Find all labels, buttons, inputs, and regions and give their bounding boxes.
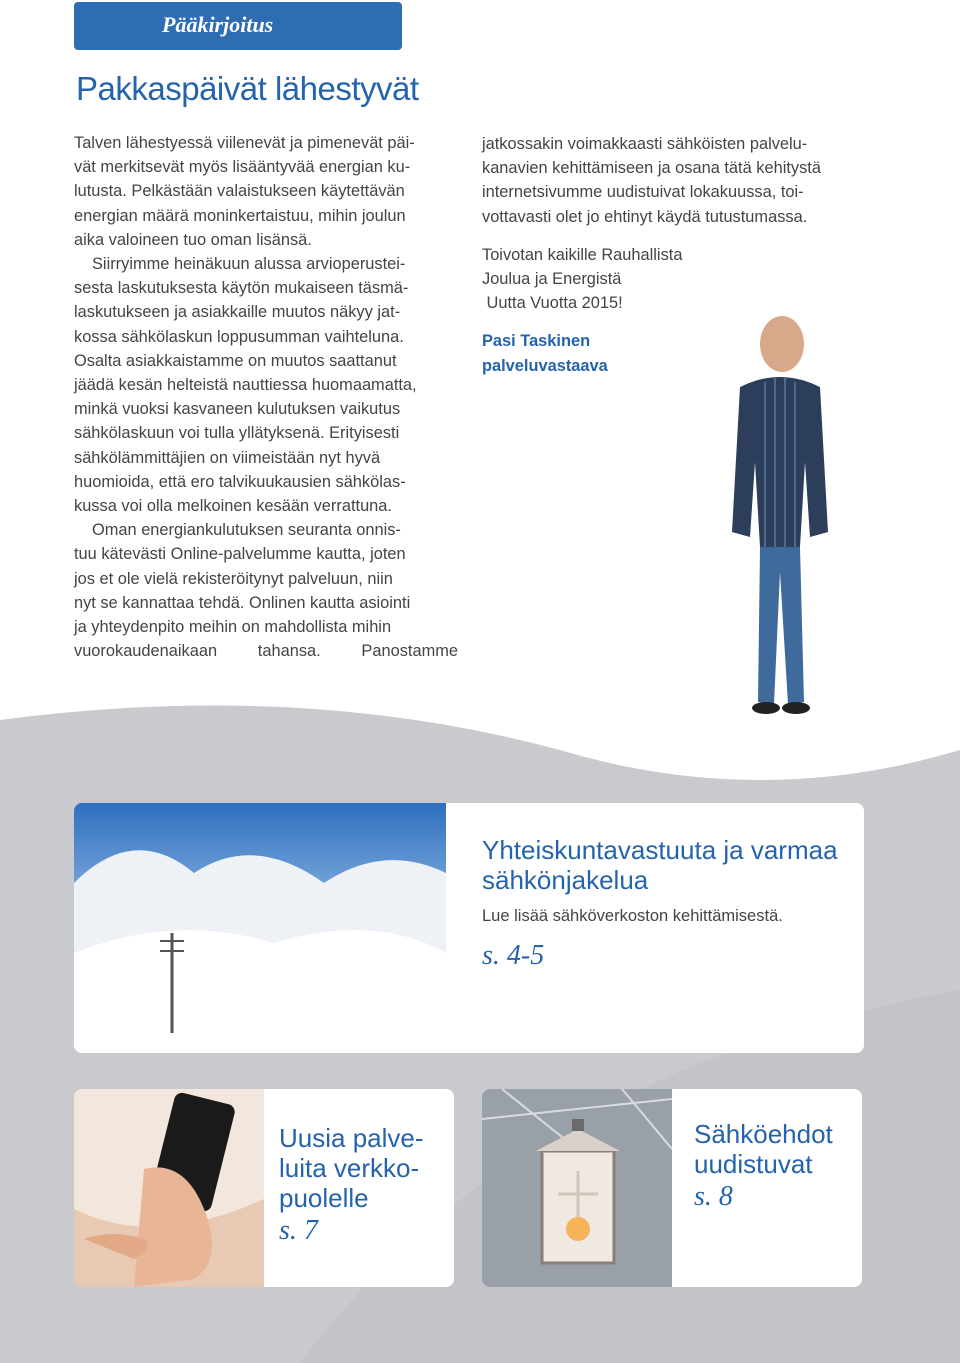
lantern-image <box>482 1089 672 1287</box>
article-line: ja yhteydenpito meihin on mahdollista mihin <box>74 618 392 637</box>
article-line: huomioida, että ero talvikuukausien sähkölas- <box>74 472 406 491</box>
teaser-page-ref: s. 4-5 <box>482 940 545 971</box>
article-line: jos et ole vielä rekisteröitynyt palveluun, niin <box>74 569 393 588</box>
teaser-title: Uusia palve- <box>279 1123 424 1153</box>
article-line: Oman energiankulutuksen seuranta onnis- <box>92 521 401 540</box>
article-line: jäädä kesän helteistä nauttiessa huomaamatta, <box>74 376 417 395</box>
teaser-title: uudistuvat <box>694 1149 813 1179</box>
article-line: vuorokaudenaikaan tahansa. Panostamme <box>74 642 458 661</box>
teaser-subtitle: Lue lisää sähköverkoston kehittämisestä. <box>482 907 783 925</box>
author-photo <box>720 312 840 732</box>
article-line: sesta laskutuksesta käytön mukaiseen täsmä- <box>74 279 409 298</box>
article-column-1 <box>74 131 458 663</box>
winter-forest-image <box>74 803 446 1053</box>
article-line: sähkölaskuun voi tulla yllätyksenä. Erityisesti <box>74 424 400 443</box>
article-line: vät merkitsevät myös lisääntyvää energian ku- <box>74 158 411 177</box>
article-line: lutusta. Pelkästään valaistukseen käytettävän <box>74 182 405 201</box>
smartphone-image <box>74 1089 264 1287</box>
article-line: nyt se kannattaa tehdä. Onlinen kautta asiointi <box>74 593 411 612</box>
greeting-line: Uutta Vuotta 2015! <box>482 294 623 313</box>
article-line: vottavasti olet jo ehtinyt käydä tutustumassa. <box>482 207 808 226</box>
teaser-card-online[interactable] <box>74 1089 454 1287</box>
teaser-title: Yhteiskuntavastuuta ja varmaa <box>482 835 838 865</box>
greeting-line: Joulua ja Energistä <box>482 270 622 289</box>
teaser-page-ref: s. 8 <box>694 1181 733 1212</box>
article-line: Siirryimme heinäkuun alussa arvioperustei- <box>92 255 406 274</box>
article-line: minkä vuoksi kasvaneen kulutuksen vaikutus <box>74 400 401 419</box>
article-line: Talven lähestyessä viilenevät ja pimenevät päi- <box>74 134 415 152</box>
article-line: laskutukseen ja asiakkaille muutos näkyy jat- <box>74 303 401 322</box>
teaser-card-grid[interactable] <box>74 803 864 1053</box>
teaser-card-terms[interactable] <box>482 1089 862 1287</box>
article-line: aika valoineen tuo oman lisänsä. <box>74 230 312 249</box>
teaser-title: luita verkko- <box>279 1153 420 1183</box>
article-headline: Pakkaspäivät lähestyvät <box>76 70 419 107</box>
signature-name: Pasi Taskinen <box>482 332 591 351</box>
signature-role: palveluvastaava <box>482 356 608 375</box>
article-line: tuu kätevästi Online-palvelumme kautta, joten <box>74 545 406 564</box>
greeting-line: Toivotan kaikille Rauhallista <box>482 245 683 264</box>
section-tag <box>74 2 402 50</box>
article-line: sähkölämmittäjien on viimeistään nyt hyvä <box>74 448 381 467</box>
teaser-title: Sähköehdot <box>694 1119 833 1149</box>
section-tag-label: Pääkirjoitus <box>162 12 274 37</box>
article-line: energian määrä moninkertaistuu, mihin joulun <box>74 206 406 225</box>
article-line: internetsivumme uudistuivat lokakuussa, toi- <box>482 183 804 202</box>
teaser-page-ref: s. 7 <box>279 1215 318 1246</box>
article-line: Osalta asiakkaistamme on muutos saattanut <box>74 351 397 370</box>
article-line: kanavien kehittämiseen ja osana tätä kehitystä <box>482 159 821 178</box>
article-line: jatkossakin voimakkaasti sähköisten palvelu- <box>482 135 808 153</box>
teaser-title: sähkönjakelua <box>482 865 649 895</box>
article-line: kossa sähkölaskun loppusumman vaihteluna. <box>74 327 404 346</box>
article-line: kussa voi olla melkoinen kesään verrattuna. <box>74 497 392 516</box>
teaser-title: puolelle <box>279 1183 369 1213</box>
